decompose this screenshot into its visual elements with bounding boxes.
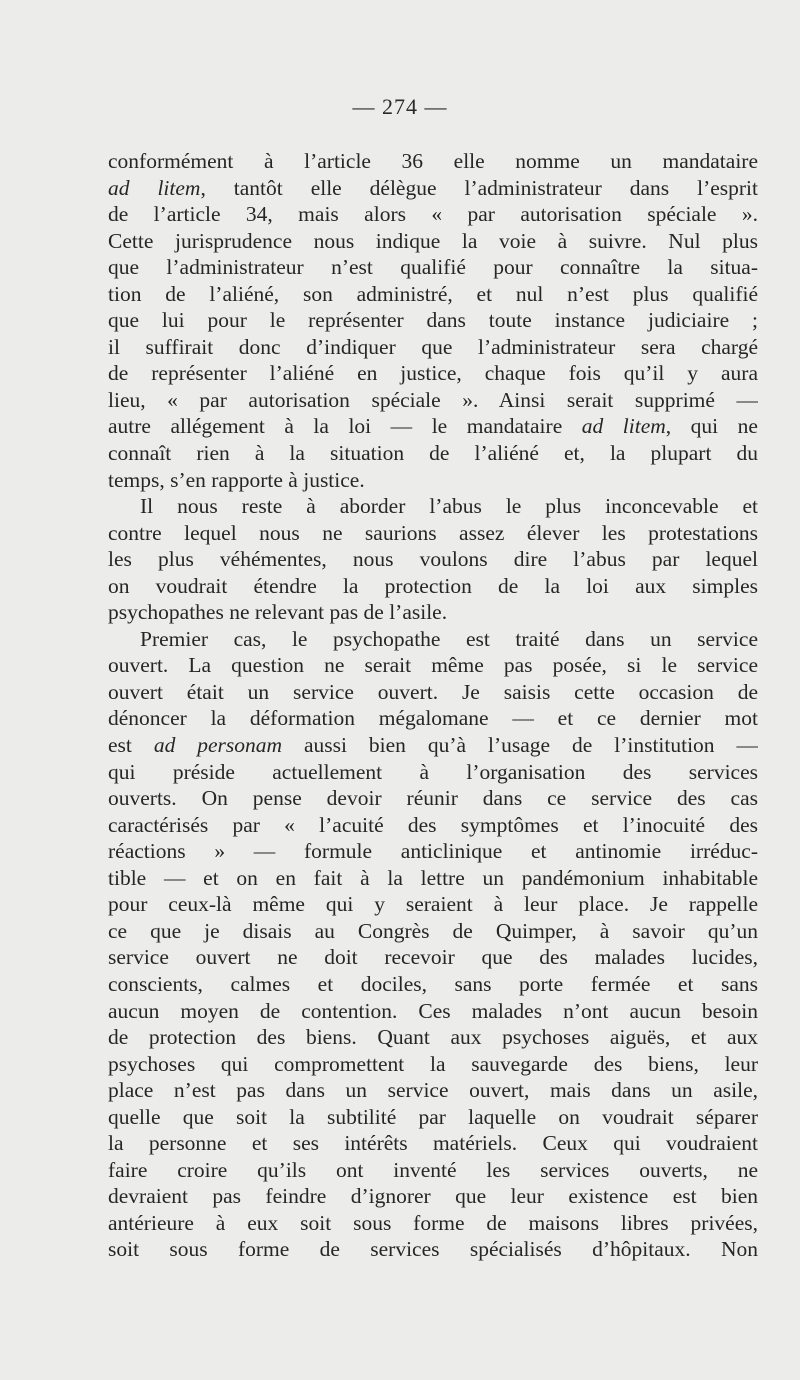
text-line: soit sous forme de services spécialisés d’hôpitaux. Non	[108, 1237, 758, 1262]
text-line: de protection des biens. Quant aux psychoses aiguës, et aux	[108, 1025, 758, 1050]
text-line: Il nous reste à aborder l’abus le plus inconcevable et	[140, 494, 758, 519]
text-line: caractérisés par « l’acuité des symptômes et l’inocuité des	[108, 812, 758, 837]
text-line: devraient pas feindre d’ignorer que leur existence est bien	[108, 1184, 758, 1209]
text-line: tible — et on en fait à la lettre un pandémonium inhabitable	[108, 865, 758, 890]
text-line: Premier cas, le psychopathe est traité dans un service	[140, 626, 758, 651]
text-line: on voudrait étendre la protection de la loi aux simples	[108, 573, 758, 598]
page-number: — 274 —	[352, 94, 448, 119]
text-line: que lui pour le représenter dans toute instance judiciaire ;	[108, 308, 758, 333]
italic-phrase: ad litem	[108, 175, 201, 200]
text-line: ouvert était un service ouvert. Je saisis cette occasion de	[108, 679, 758, 704]
text-line: service ouvert ne doit recevoir que des malades lucides,	[108, 945, 758, 970]
text-line: Cette jurisprudence nous indique la voie à suivre. Nul plus	[108, 228, 758, 253]
text-line: de représenter l’aliéné en justice, chaque fois qu’il y aura	[108, 361, 758, 386]
text-segment: , qui ne	[665, 414, 758, 439]
text-line: temps, s’en rapporte à justice.	[108, 467, 365, 492]
text-line: conscients, calmes et dociles, sans porte fermée et sans	[108, 971, 758, 996]
text-line: lieu, « par autorisation spéciale ». Ainsi serait supprimé —	[108, 387, 758, 412]
text-line: psychoses qui compromettent la sauvegarde des biens, leur	[108, 1051, 758, 1076]
text-segment: aussi bien qu’à l’usage de l’institution —	[282, 733, 758, 758]
text-line: réactions » — formule anticlinique et antinomie irréduc-	[108, 839, 758, 864]
text-line: conformément à l’article 36 elle nomme un mandataire	[108, 149, 758, 173]
text-line: place n’est pas dans un service ouvert, mais dans un asile,	[108, 1078, 758, 1103]
italic-phrase: ad litem	[581, 414, 666, 439]
text-segment: , tantôt elle délègue l’administrateur dans l’esprit	[200, 175, 758, 200]
text-line: la personne et ses intérêts matériels. Ceux qui voudraient	[108, 1131, 758, 1156]
text-line: faire croire qu’ils ont inventé les services ouverts, ne	[108, 1157, 758, 1182]
body-text	[108, 148, 758, 1263]
text-segment: autre allégement à la loi — le mandataire	[108, 414, 582, 439]
text-line: tion de l’aliéné, son administré, et nul n’est plus qualifié	[108, 281, 758, 306]
text-line: pour ceux-là même qui y seraient à leur place. Je rappelle	[108, 892, 758, 917]
text-line: ce que je disais au Congrès de Quimper, à savoir qu’un	[108, 918, 758, 943]
text-line: ouvert. La question ne serait même pas posée, si le service	[108, 653, 758, 678]
text-line: que l’administrateur n’est qualifié pour connaître la situa-	[108, 255, 758, 280]
text-line: de l’article 34, mais alors « par autorisation spéciale ».	[108, 202, 758, 227]
text-line: quelle que soit la subtilité par laquelle on voudrait séparer	[108, 1104, 758, 1129]
text-line: qui préside actuellement à l’organisation des services	[108, 759, 758, 784]
text-line: il suffirait donc d’indiquer que l’administrateur sera chargé	[108, 334, 758, 359]
text-line: connaît rien à la situation de l’aliéné et, la plupart du	[108, 441, 758, 466]
text-line: contre lequel nous ne saurions assez élever les protestations	[108, 520, 758, 545]
text-line	[108, 732, 758, 759]
text-segment: est	[108, 733, 154, 758]
text-line: antérieure à eux soit sous forme de maisons libres privées,	[108, 1210, 758, 1235]
text-line	[108, 175, 758, 202]
text-line: les plus véhémentes, nous voulons dire l’abus par lequel	[108, 547, 758, 572]
text-line: psychopathes ne relevant pas de l’asile.	[108, 600, 448, 625]
italic-phrase: ad personam	[153, 733, 283, 758]
text-line	[108, 413, 758, 440]
text-line: aucun moyen de contention. Ces malades n’ont aucun besoin	[108, 998, 758, 1023]
text-line: dénoncer la déformation mégalomane — et ce dernier mot	[108, 706, 758, 731]
text-line: ouverts. On pense devoir réunir dans ce service des cas	[108, 786, 758, 811]
